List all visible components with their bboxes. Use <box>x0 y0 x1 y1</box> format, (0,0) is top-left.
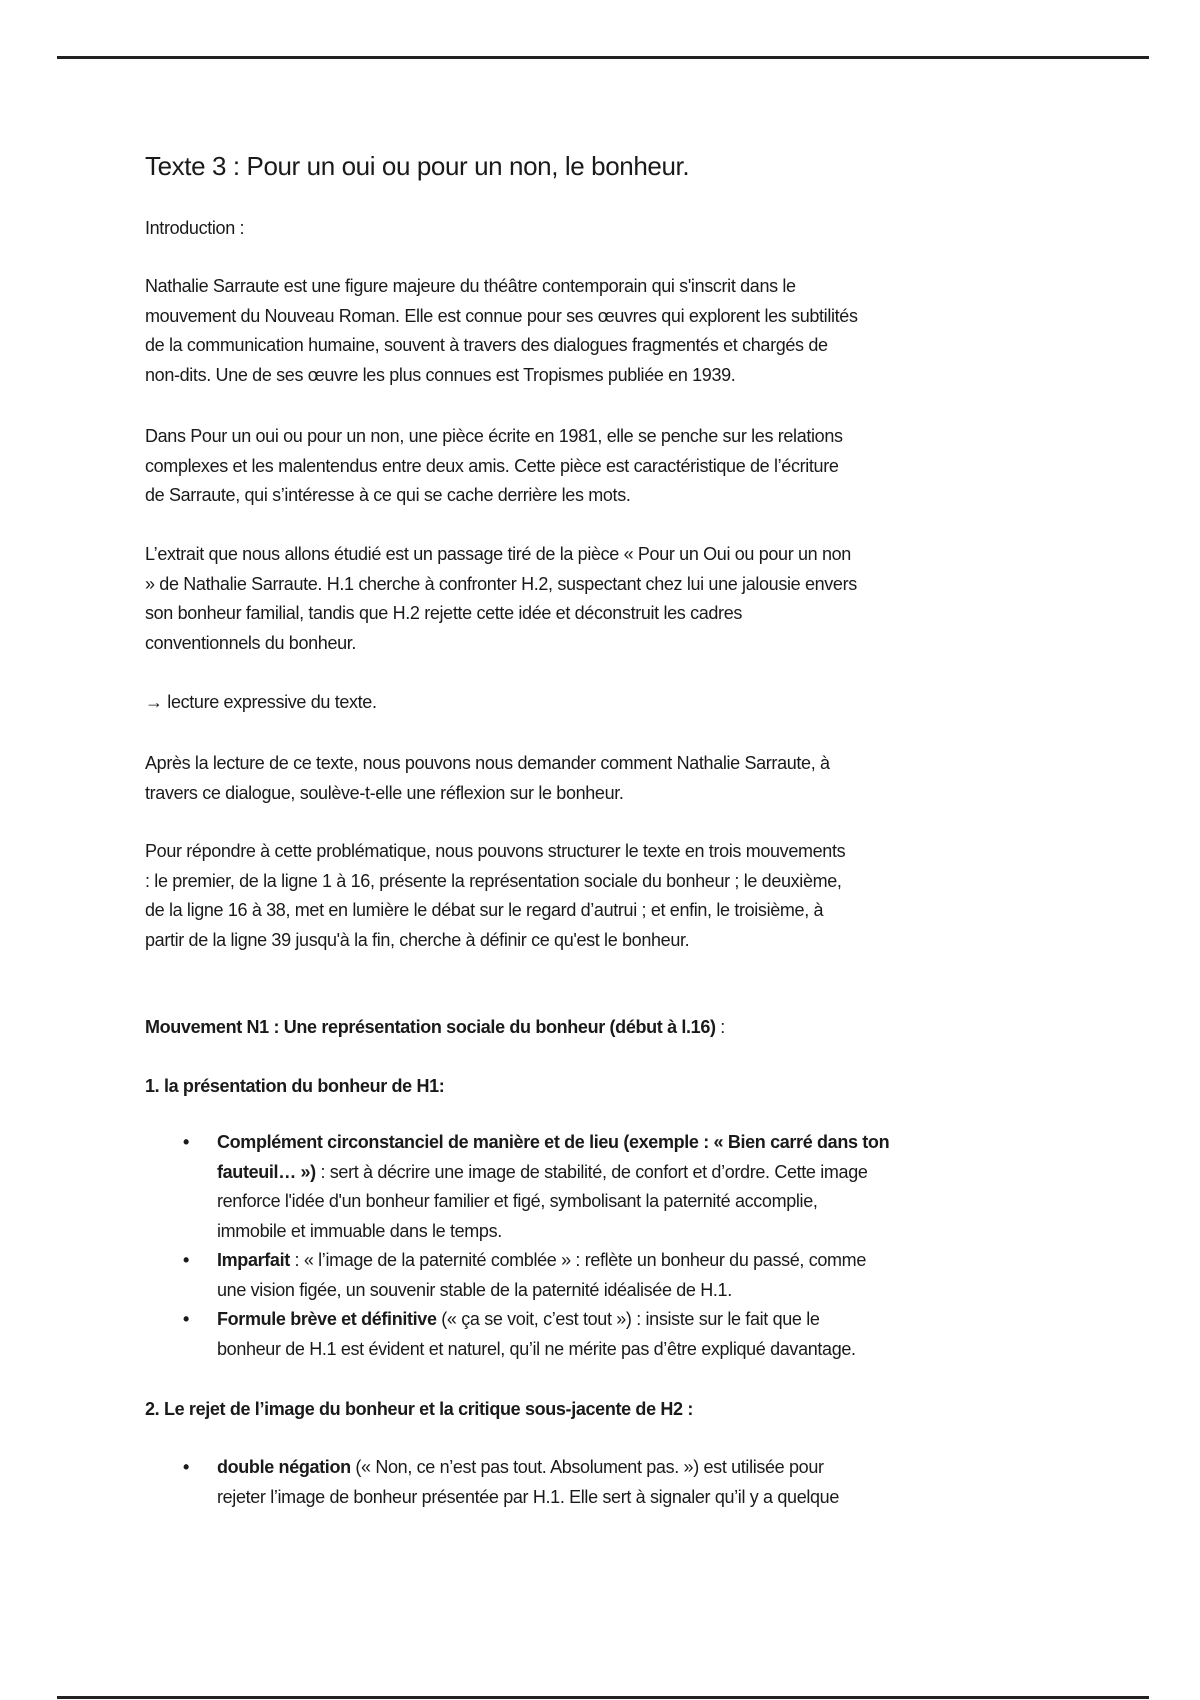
footer-rule <box>57 1696 1149 1699</box>
paragraph-5 <box>145 749 830 808</box>
line: Après la lecture de ce texte, nous pouvons nous demander comment Nathalie Sarraute, à <box>145 753 830 773</box>
paragraph-2 <box>145 422 843 511</box>
line: partir de la ligne 39 jusqu'à la fin, cherche à définir ce qu'est le bonheur. <box>145 929 690 950</box>
line: Dans Pour un oui ou pour un non, une pièce écrite en 1981, elle se penche sur les relations <box>145 426 843 446</box>
line: complexes et les malentendus entre deux amis. Cette pièce est caractéristique de l’écriture <box>145 455 839 476</box>
line: de la communication humaine, souvent à travers des dialogues fragmentés et chargés de <box>145 335 828 355</box>
paragraph-3 <box>145 540 857 658</box>
paragraph-4 <box>145 688 377 718</box>
list-item: • Imparfait : « l’image de la paternité comblée » : reflète un bonheur du passé, comme une vision figée, un souvenir stable de la paternité idéalisée de H.1. <box>145 1246 889 1305</box>
line: mouvement du Nouveau Roman. Elle est connue pour ses œuvres qui explorent les subtilités <box>145 305 858 326</box>
line: son bonheur familial, tandis que H.2 rejette cette idée et déconstruit les cadres <box>145 603 743 623</box>
line: non-dits. Une de ses œuvre les plus connues est Tropismes publiée en 1939. <box>145 364 736 385</box>
line: de la ligne 16 à 38, met en lumière le débat sur le regard d’autrui ; et enfin, le troisième, à <box>145 900 824 920</box>
line: travers ce dialogue, soulève-t-elle une réflexion sur le bonheur. <box>145 782 624 803</box>
movement-heading: Mouvement N1 : Une représentation sociale du bonheur (début à l.16) : <box>145 1017 725 1037</box>
page-title: Texte 3 : Pour un oui ou pour un non, le bonheur. <box>145 151 690 181</box>
list-item: • Complément circonstanciel de manière et de lieu (exemple : « Bien carré dans ton fauteuil… ») : sert à décrire une image de stabilité, de confort et d’ordre. Cette image renforce l'idée d'un bonheur familier et figé, symbolisant la paternité accomplie, immobile et immuable dans le temps. <box>145 1128 889 1246</box>
line: Nathalie Sarraute est une figure majeure du théâtre contemporain qui s'inscrit dans le <box>145 276 796 296</box>
line: de Sarraute, qui s’intéresse à ce qui se cache derrière les mots. <box>145 485 631 505</box>
subheading-1: 1. la présentation du bonheur de H1: <box>145 1076 445 1096</box>
intro-label: Introduction : <box>145 218 245 238</box>
header-rule <box>57 56 1149 59</box>
line: L’extrait que nous allons étudié est un passage tiré de la pièce « Pour un Oui ou pour un non <box>145 544 851 564</box>
bullet-list-2 <box>145 1453 839 1512</box>
line: » de Nathalie Sarraute. H.1 cherche à confronter H.2, suspectant chez lui une jalousie envers <box>145 573 857 594</box>
line: : le premier, de la ligne 1 à 16, présente la représentation sociale du bonheur ; le deuxième, <box>145 870 842 891</box>
subheading-2: 2. Le rejet de l’image du bonheur et la critique sous-jacente de H2 : <box>145 1399 693 1419</box>
line: → lecture expressive du texte. <box>145 692 377 712</box>
line: conventionnels du bonheur. <box>145 632 357 653</box>
line: Pour répondre à cette problématique, nous pouvons structurer le texte en trois mouvements <box>145 841 846 861</box>
bullet-list-1 <box>145 1128 889 1364</box>
list-item: • double négation (« Non, ce n’est pas tout. Absolument pas. ») est utilisée pour rejeter l’image de bonheur présentée par H.1. Elle sert à signaler qu’il y a quelque <box>145 1453 839 1512</box>
list-item: • Formule brève et définitive (« ça se voit, c’est tout ») : insiste sur le fait que le bonheur de H.1 est évident et naturel, qu’il ne mérite pas d’être expliqué davantage. <box>145 1305 889 1364</box>
paragraph-1 <box>145 272 858 390</box>
paragraph-6 <box>145 837 845 955</box>
